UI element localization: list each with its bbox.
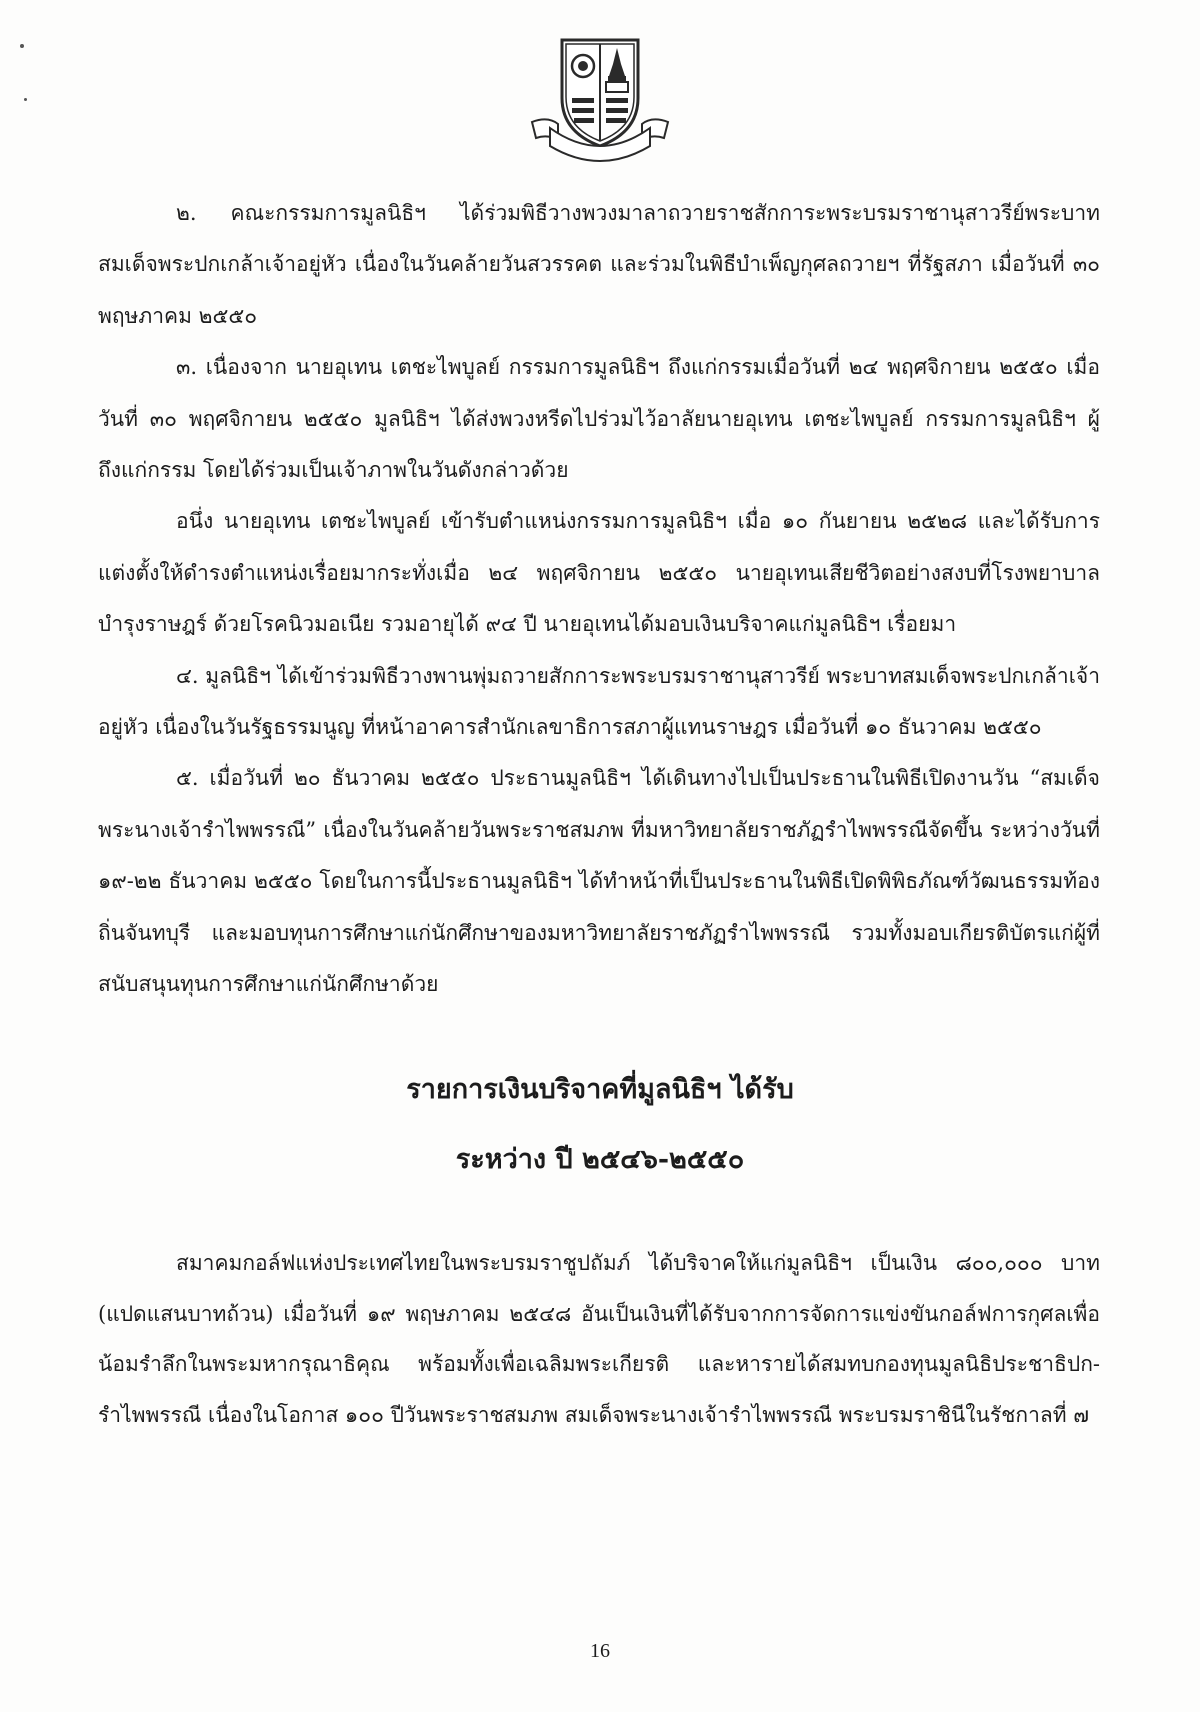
foundation-logo: [528, 36, 672, 166]
donation-paragraph: สมาคมกอล์ฟแห่งประเทศไทยในพระบรมราชูปถัมภ์ ได้บริจาคให้แก่มูลนิธิฯ เป็นเงิน ๘๐๐,๐๐๐ บาท (แปดแสนบาทถ้วน) เมื่อวันที่ ๑๙ พฤษภาคม ๒๕๔๘ อันเป็นเงินที่ได้รับจากการจัดการแข่งขันกอล์ฟการกุศลเพื่อน้อมรำลึกในพระมหากรุณาธิคุณ พร้อมทั้งเพื่อเฉลิมพระเกียรติ และหารายได้สมทบกองทุนมูลนิธิประชาธิปก-รำไพพรรณี เนื่องในโอกาส ๑๐๐ ปีวันพระราชสมภพ สมเด็จพระนางเจ้ารำไพพรรณี พระบรมราชินีในรัชกาลที่ ๗: [98, 1251, 1100, 1427]
section-subtitle: ระหว่าง ปี ๒๕๔๖-๒๕๕๐: [455, 1144, 745, 1175]
scan-speck: [20, 44, 24, 48]
page-number: 16: [590, 1640, 610, 1662]
scan-speck: [24, 98, 27, 101]
paragraph-note: อนึ่ง นายอุเทน เตชะไพบูลย์ เข้ารับตำแหน่งกรรมการมูลนิธิฯ เมื่อ ๑๐ กันยายน ๒๕๒๘ และได้รับการแต่งตั้งให้ดำรงตำแหน่งเรื่อยมากระทั่งเมื่อ ๒๔ พฤศจิกายน ๒๕๕๐ นายอุเทนเสียชีวิตอย่างสงบที่โรงพยาบาลบำรุงราษฎร์ ด้วยโรคนิวมอเนีย รวมอายุได้ ๙๔ ปี นายอุเทนได้มอบเงินบริจาคแก่มูลนิธิฯ เรื่อยมา: [98, 509, 1100, 637]
paragraph-item-3: ๓. เนื่องจาก นายอุเทน เตชะไพบูลย์ กรรมการมูลนิธิฯ ถึงแก่กรรมเมื่อวันที่ ๒๔ พฤศจิกายน ๒๕๕๐ เมื่อวันที่ ๓๐ พฤศจิกายน ๒๕๕๐ มูลนิธิฯ ได้ส่งพวงหรีดไปร่วมไว้อาลัยนายอุเทน เตชะไพบูลย์ กรรมการมูลนิธิฯ ผู้ถึงแก่กรรม โดยได้ร่วมเป็นเจ้าภาพในวันดังกล่าวด้วย: [98, 355, 1100, 483]
section-title: รายการเงินบริจาคที่มูลนิธิฯ ได้รับ: [406, 1074, 794, 1105]
activities-section: [98, 188, 1100, 1011]
donation-section: [98, 1238, 1100, 1440]
paragraph-item-5: ๕. เมื่อวันที่ ๒๐ ธันวาคม ๒๕๕๐ ประธานมูลนิธิฯ ได้เดินทางไปเป็นประธานในพิธีเปิดงานวัน “สมเด็จพระนางเจ้ารำไพพรรณี” เนื่องในวันคล้ายวันพระราชสมภพ ที่มหาวิทยาลัยราชภัฏรำไพพรรณีจัดขึ้น ระหว่างวันที่ ๑๙-๒๒ ธันวาคม ๒๕๕๐ โดยในการนี้ประธานมูลนิธิฯ ได้ทำหน้าที่เป็นประธานในพิธีเปิดพิพิธภัณฑ์วัฒนธรรมท้องถิ่นจันทบุรี และมอบทุนการศึกษาแก่นักศึกษาของมหาวิทยาลัยราชภัฏรำไพพรรณี รวมทั้งมอบเกียรติบัตรแก่ผู้ที่สนับสนุนทุนการศึกษาแก่นักศึกษาด้วย: [98, 766, 1100, 997]
paragraph-item-2: ๒. คณะกรรมการมูลนิธิฯ ได้ร่วมพิธีวางพวงมาลาถวายราชสักการะพระบรมราชานุสาวรีย์พระบาทสมเด็จพระปกเกล้าเจ้าอยู่หัว เนื่องในวันคล้ายวันสวรรคต และร่วมในพิธีบำเพ็ญกุศลถวายฯ ที่รัฐสภา เมื่อวันที่ ๓๐ พฤษภาคม ๒๕๕๐: [98, 201, 1100, 328]
paragraph-item-4: ๔. มูลนิธิฯ ได้เข้าร่วมพิธีวางพานพุ่มถวายสักการะพระบรมราชานุสาวรีย์ พระบาทสมเด็จพระปกเกล้าเจ้าอยู่หัว เนื่องในวันรัฐธรรมนูญ ที่หน้าอาคารสำนักเลขาธิการสภาผู้แทนราษฎร เมื่อวันที่ ๑๐ ธันวาคม ๒๕๕๐: [98, 663, 1100, 740]
